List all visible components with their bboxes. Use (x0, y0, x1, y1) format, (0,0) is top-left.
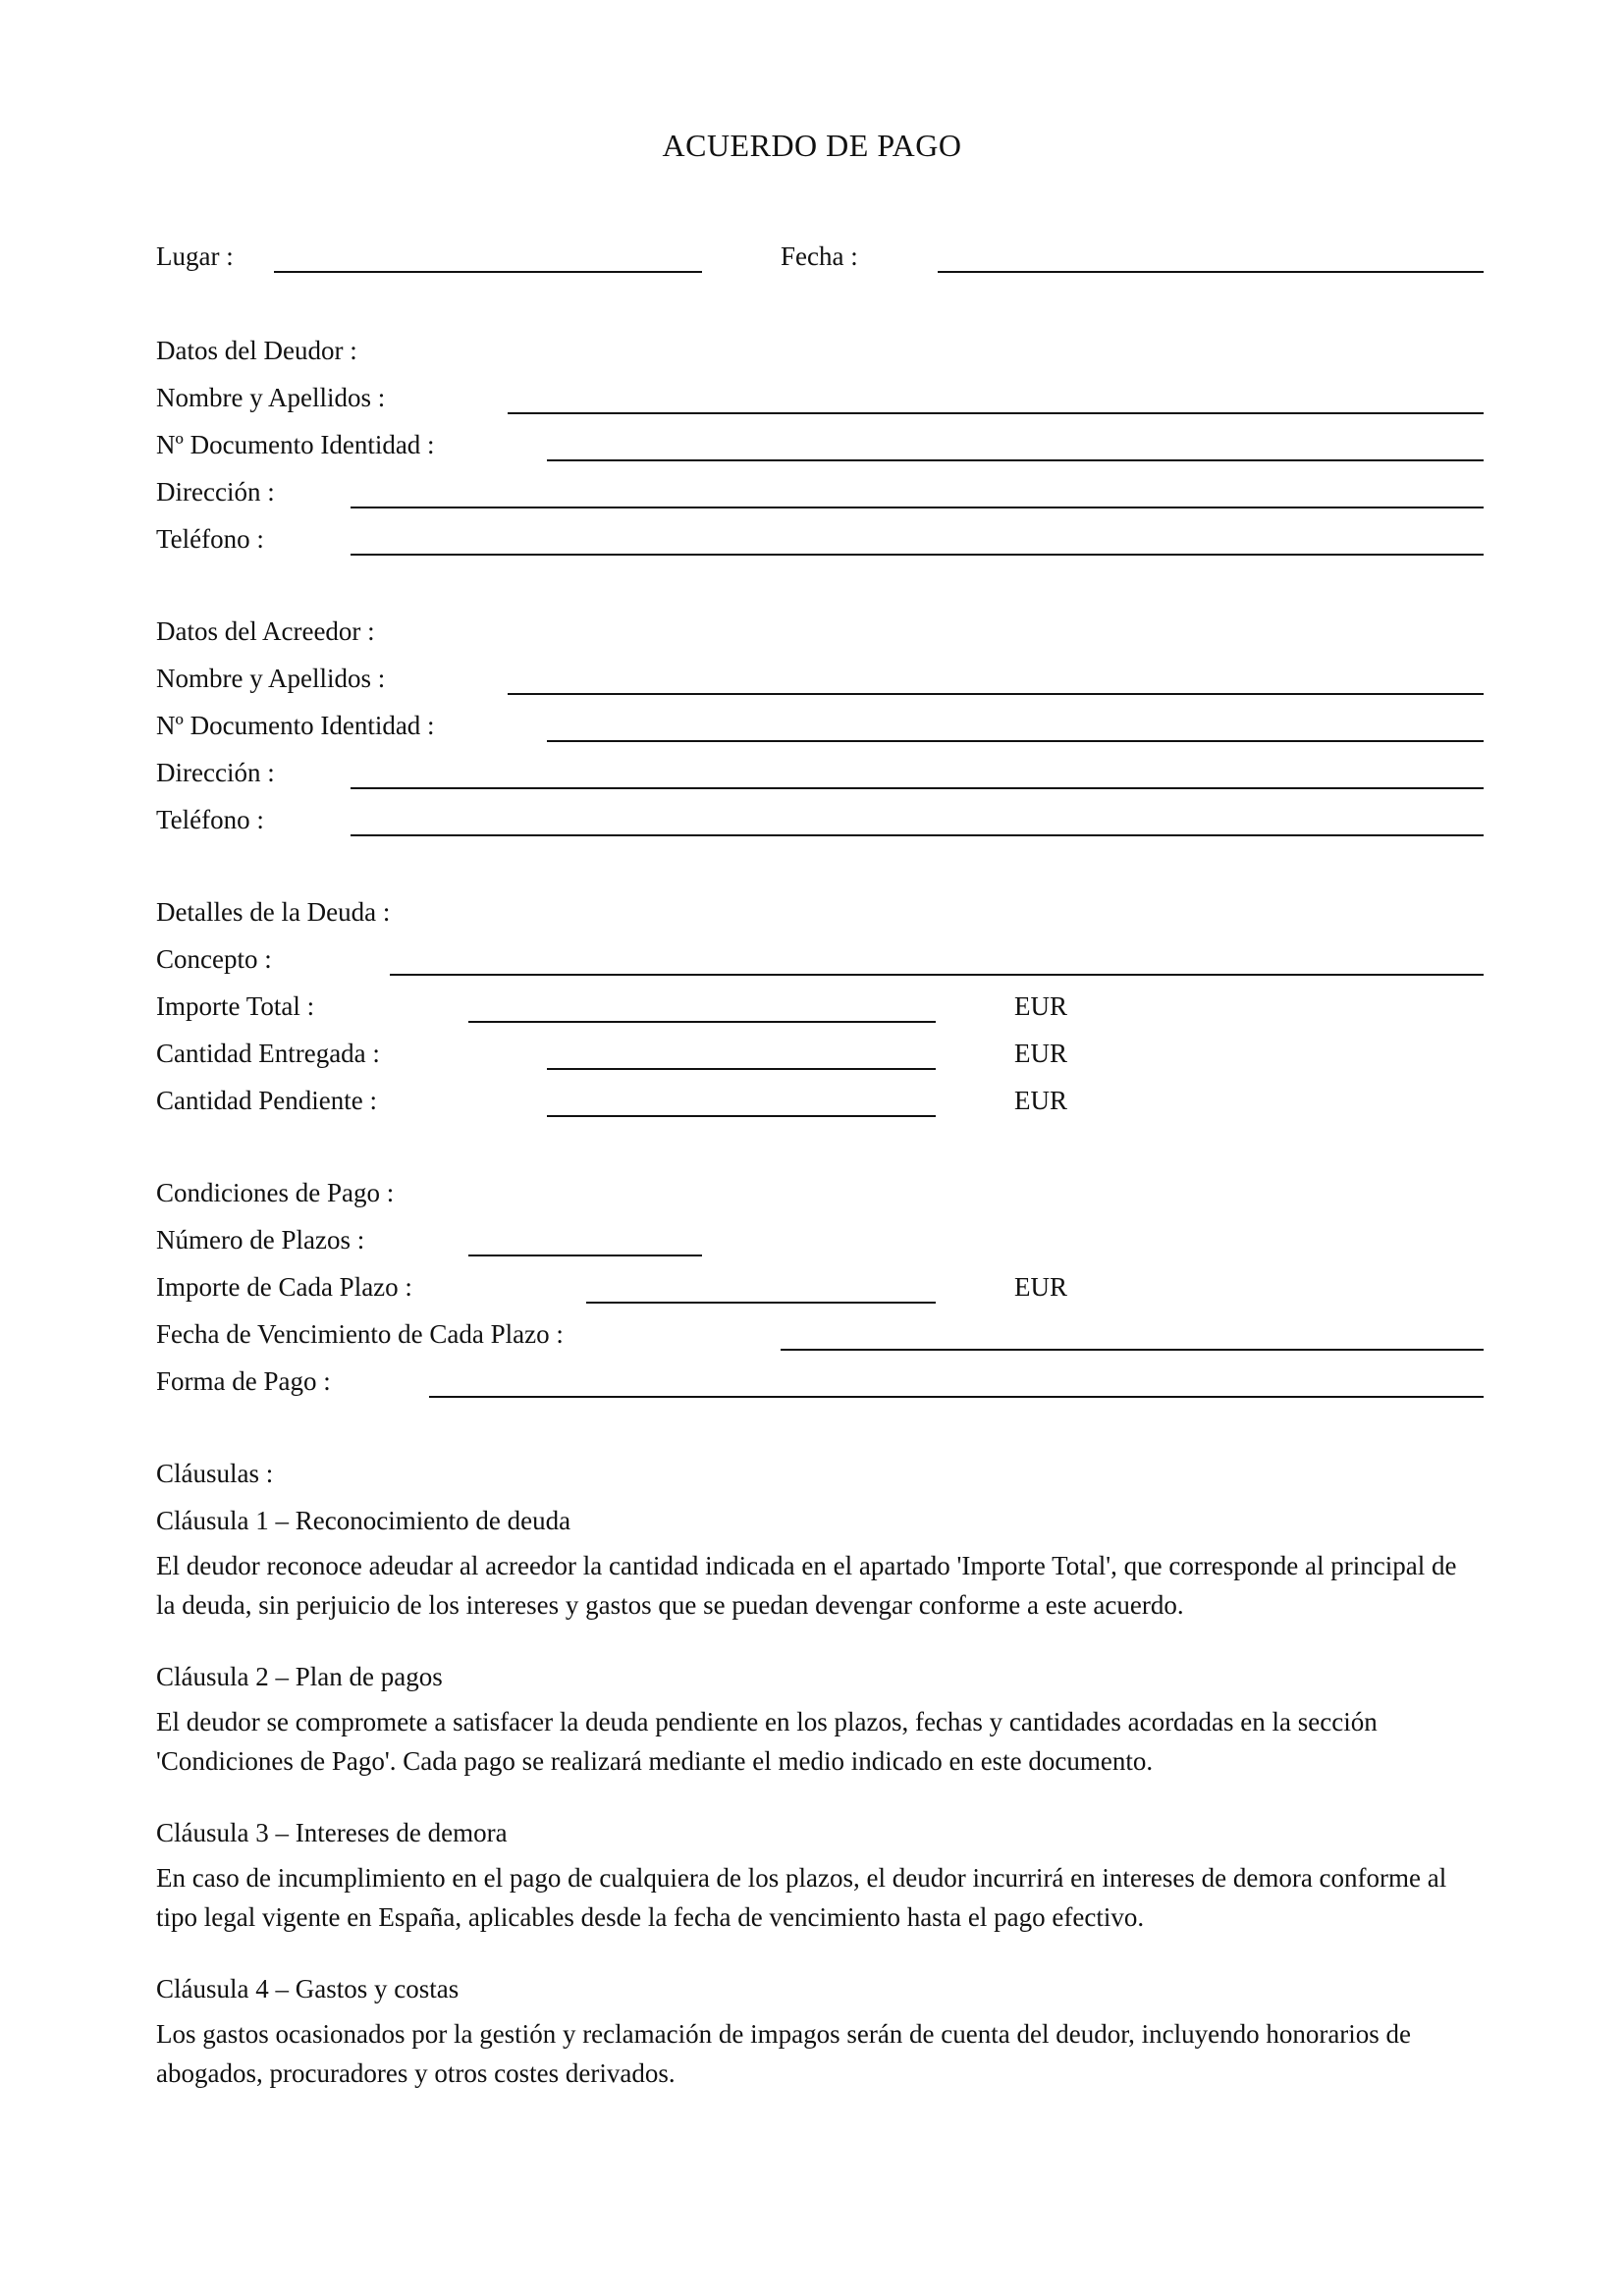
acreedor-direccion-label: Dirección : (156, 758, 275, 787)
numero-plazos-label: Número de Plazos : (156, 1225, 365, 1255)
concepto-label: Concepto : (156, 944, 272, 974)
deudor-documento-label: Nº Documento Identidad : (156, 430, 435, 459)
acreedor-documento-label: Nº Documento Identidad : (156, 711, 435, 740)
fecha-label: Fecha : (781, 241, 858, 271)
importe-total-field[interactable] (468, 1021, 936, 1023)
condiciones-heading: Condiciones de Pago : (156, 1178, 395, 1207)
lugar-field[interactable] (274, 271, 702, 273)
forma-pago-label: Forma de Pago : (156, 1366, 331, 1396)
importe-plazo-label: Importe de Cada Plazo : (156, 1272, 412, 1302)
deudor-telefono-label: Teléfono : (156, 524, 264, 554)
acreedor-direccion-field[interactable] (351, 787, 1484, 789)
clausula-2-title: Cláusula 2 – Plan de pagos (156, 1662, 443, 1691)
importe-plazo-currency: EUR (1014, 1272, 1067, 1302)
fecha-field[interactable] (938, 271, 1484, 273)
deudor-direccion-label: Dirección : (156, 477, 275, 507)
cantidad-pendiente-currency: EUR (1014, 1086, 1067, 1115)
importe-plazo-field[interactable] (586, 1302, 936, 1304)
document-title: ACUERDO DE PAGO (662, 128, 962, 163)
fecha-vencimiento-label: Fecha de Vencimiento de Cada Plazo : (156, 1319, 564, 1349)
clausula-1-text: El deudor reconoce adeudar al acreedor la cantidad indicada en el apartado 'Importe Total', que corresponde al principal de la deuda, sin perjuicio de los intereses y gastos que se puedan devengar conforme a este acuerdo. (156, 1551, 1457, 1620)
deudor-nombre-label: Nombre y Apellidos : (156, 383, 386, 412)
deudor-direccion-field[interactable] (351, 507, 1484, 508)
lugar-label: Lugar : (156, 241, 234, 271)
acreedor-telefono-field[interactable] (351, 834, 1484, 836)
deuda-heading: Detalles de la Deuda : (156, 897, 391, 927)
acreedor-nombre-label: Nombre y Apellidos : (156, 664, 386, 693)
numero-plazos-field[interactable] (468, 1255, 702, 1256)
importe-total-currency: EUR (1014, 991, 1067, 1021)
cantidad-entregada-field[interactable] (547, 1068, 936, 1070)
deudor-heading: Datos del Deudor : (156, 336, 357, 365)
acreedor-nombre-field[interactable] (508, 693, 1484, 695)
importe-total-label: Importe Total : (156, 991, 315, 1021)
acreedor-documento-field[interactable] (547, 740, 1484, 742)
clausula-2-text: El deudor se compromete a satisfacer la deuda pendiente en los plazos, fechas y cantidades acordadas en la sección 'Condiciones de Pago'. Cada pago se realizará mediante el medio indicado en este documento. (156, 1707, 1378, 1776)
cantidad-pendiente-field[interactable] (547, 1115, 936, 1117)
cantidad-entregada-label: Cantidad Entregada : (156, 1039, 380, 1068)
deudor-nombre-field[interactable] (508, 412, 1484, 414)
acreedor-heading: Datos del Acreedor : (156, 616, 375, 646)
concepto-field[interactable] (390, 974, 1484, 976)
clausula-3-text: En caso de incumplimiento en el pago de cualquiera de los plazos, el deudor incurrirá en intereses de demora conforme al tipo legal vigente en España, aplicables desde la fecha de vencimiento hasta el pago efectivo. (156, 1863, 1447, 1932)
clausula-3-title: Cláusula 3 – Intereses de demora (156, 1818, 508, 1847)
acreedor-telefono-label: Teléfono : (156, 805, 264, 834)
clausula-1-title: Cláusula 1 – Reconocimiento de deuda (156, 1506, 571, 1535)
deudor-telefono-field[interactable] (351, 554, 1484, 556)
deudor-documento-field[interactable] (547, 459, 1484, 461)
clausulas-heading: Cláusulas : (156, 1459, 274, 1488)
clausula-4-title: Cláusula 4 – Gastos y costas (156, 1974, 460, 2003)
clausula-4-text: Los gastos ocasionados por la gestión y reclamación de impagos serán de cuenta del deudor, incluyendo honorarios de abogados, procuradores y otros costes derivados. (156, 2019, 1412, 2088)
fecha-vencimiento-field[interactable] (781, 1349, 1484, 1351)
cantidad-entregada-currency: EUR (1014, 1039, 1067, 1068)
forma-pago-field[interactable] (429, 1396, 1484, 1398)
cantidad-pendiente-label: Cantidad Pendiente : (156, 1086, 377, 1115)
